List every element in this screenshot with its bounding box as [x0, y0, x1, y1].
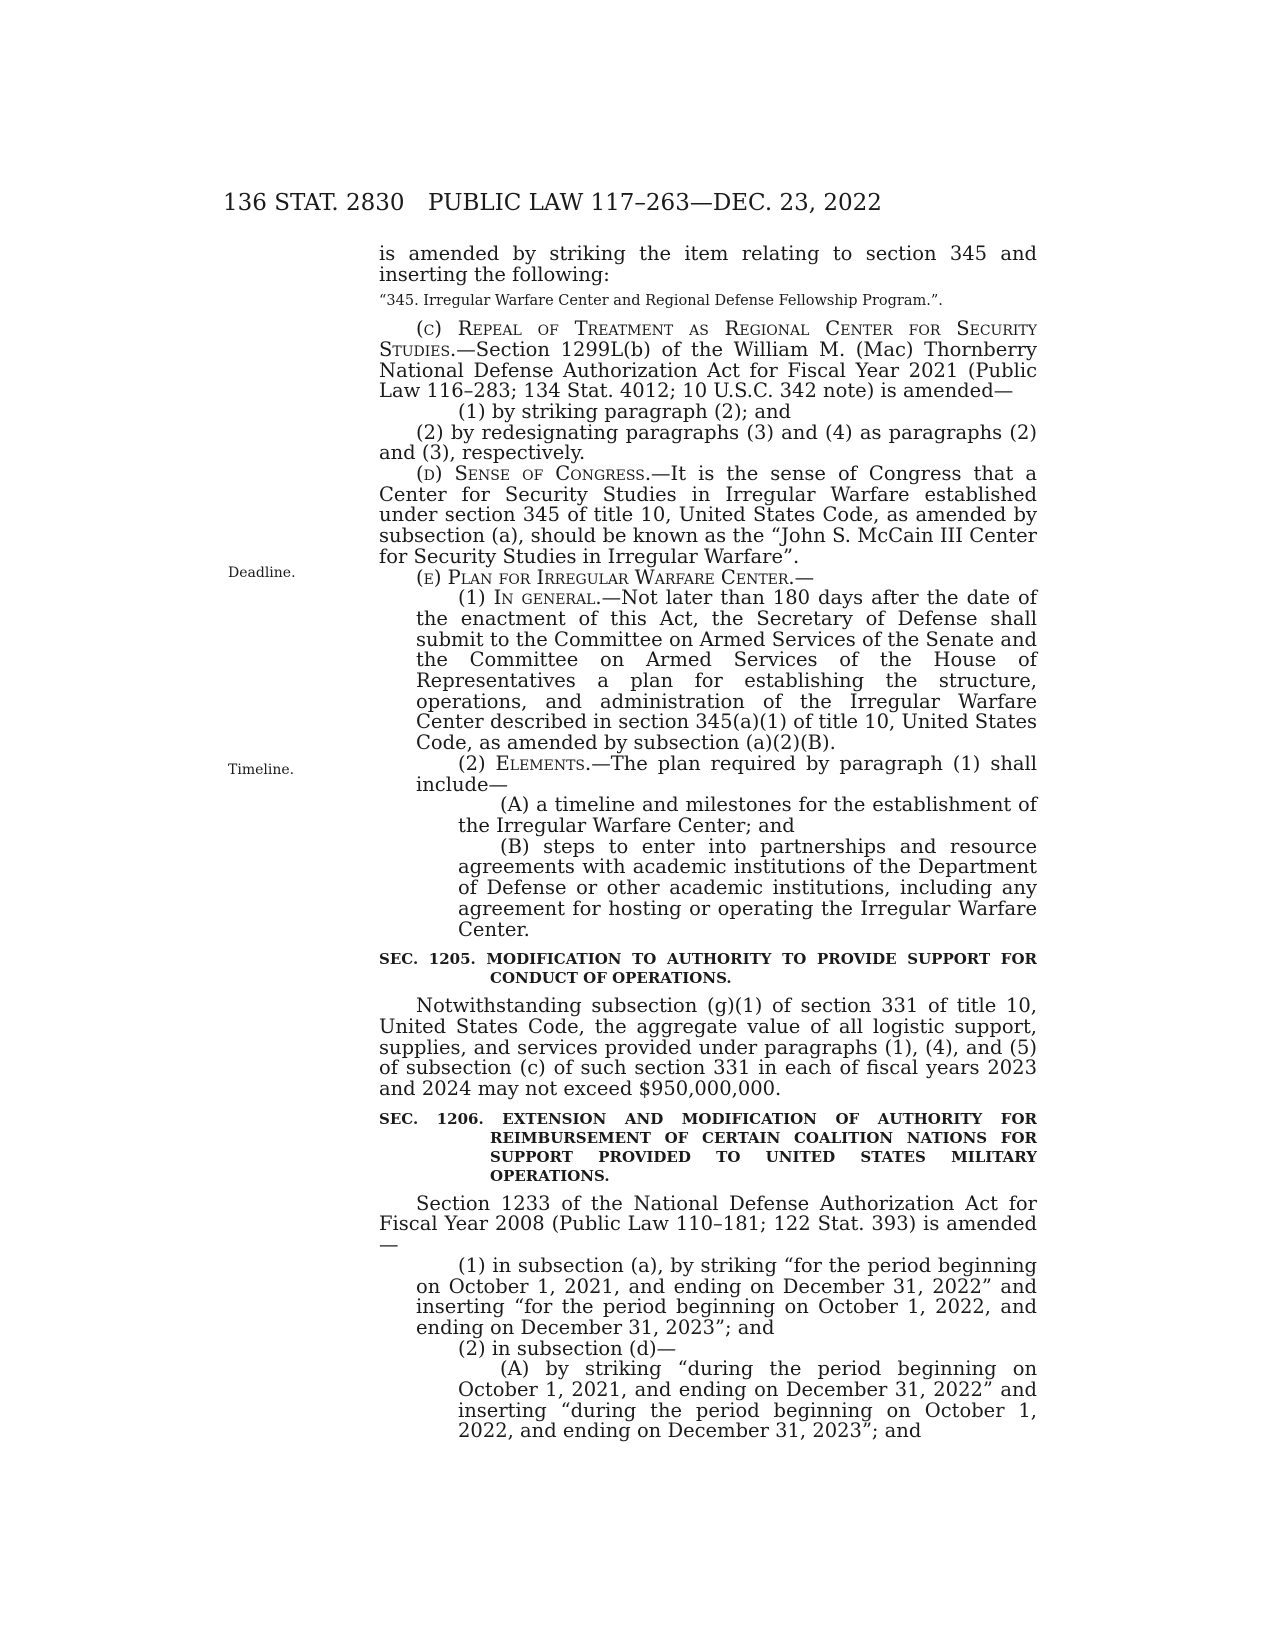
subsection-c	[379, 319, 1037, 402]
section-1206-subparagraph-A: (A) by striking “during the period beginning on October 1, 2021, and ending on December 31, 2022” and inserting “during the period beginning on October 1, 2022, and ending on December 31, 2023”; and	[458, 1357, 1037, 1443]
subsection-e-heading: (e) Plan for Irregular Warfare Center.—	[416, 565, 815, 589]
subsection-e-paragraph-2	[379, 751, 1037, 796]
stat-page-number: 136 STAT. 2830	[223, 190, 405, 216]
subsection-d	[379, 464, 1037, 568]
section-1206-text: Section 1233 of the National Defense Authorization Act for Fiscal Year 2008 (Public Law 110–181; 122 Stat. 393) is amended—	[379, 1191, 1037, 1257]
subsection-c-paragraph-1: (1) by striking paragraph (2); and	[458, 399, 791, 423]
section-1206-paragraph-2: (2) in subsection (d)—	[458, 1336, 677, 1360]
subsection-d-text: —It is the sense of Congress that a Center for Security Studies in Irregular Warfare established under section 345 of title 10, United States Code, as amended by subsection (a), should be known as the “John S. McCain III Center for Security Studies in Irregular Warfare”.	[379, 462, 1037, 568]
subsection-e-2-text: —The plan required by paragraph (1) shall include—	[416, 751, 1037, 796]
subsection-c-paragraph-2: (2) by redesignating paragraphs (3) and (4) as paragraphs (2) and (3), respectively.	[379, 420, 1037, 465]
subparagraph-B: (B) steps to enter into partnerships and resource agreements with academic institutions of the Department of Defense or other academic institutions, including any agreement for hosting or operating the Irregular Warfare Center.	[458, 834, 1037, 941]
section-1205-text: Notwithstanding subsection (g)(1) of section 331 of title 10, United States Code, the aggregate value of all logistic support, supplies, and services provided under paragraphs (1), (4), and (5) of subsection (c) of such section 331 in each of fiscal years 2023 and 2024 may not exceed $950,000,000.	[379, 994, 1037, 1101]
law-title: PUBLIC LAW 117–263—DEC. 23, 2022	[428, 190, 882, 216]
subsection-e-1-heading: (1) In general.	[458, 586, 602, 610]
margin-note-timeline: Timeline.	[228, 762, 295, 778]
intro-paragraph: is amended by striking the item relating to section 345 and inserting the following:	[379, 242, 1037, 286]
subsection-e-2-heading: (2) Elements.	[458, 751, 592, 775]
subsection-e-paragraph-1	[379, 588, 1037, 754]
subparagraph-A: (A) a timeline and milestones for the establishment of the Irregular Warfare Center; and	[458, 793, 1037, 837]
section-1206-heading: SEC. 1206. EXTENSION AND MODIFICATION OF AUTHORITY FOR REIMBURSEMENT OF CERTAIN COALITION NATIONS FOR SUPPORT PROVIDED TO UNITED STATES MILITARY OPERATIONS.	[379, 1109, 1037, 1185]
section-1206-paragraph-1: (1) in subsection (a), by striking “for the period beginning on October 1, 2021, and ending on December 31, 2022” and inserting “for the period beginning on October 1, 2022, and ending on December 31, 2023”; and	[416, 1253, 1037, 1339]
table-of-contents-item: “345. Irregular Warfare Center and Regional Defense Fellowship Program.”.	[379, 293, 943, 310]
body-text	[379, 244, 1037, 1442]
margin-note-deadline: Deadline.	[228, 565, 296, 581]
section-1205-heading: SEC. 1205. MODIFICATION TO AUTHORITY TO PROVIDE SUPPORT FOR CONDUCT OF OPERATIONS.	[379, 950, 1037, 988]
subsection-e-1-text: —Not later than 180 days after the date of the enactment of this Act, the Secretary of Defense shall submit to the Committee on Armed Services of the Senate and the Committee on Armed Services of the House of Representatives a plan for establishing the structure, operations, and administration of the Irregular Warfare Center described in section 345(a)(1) of title 10, United States Code, as amended by subsection (a)(2)(B).	[416, 586, 1038, 755]
subsection-d-heading: (d) Sense of Congress.	[416, 462, 652, 486]
subsection-c-heading: (c) Repeal of Treatment as Regional Center for Security Studies.	[379, 317, 1037, 361]
subsection-c-text: —Section 1299L(b) of the William M. (Mac) Thornberry National Defense Authorization Act for Fiscal Year 2021 (Public Law 116–283; 134 Stat. 4012; 10 U.S.C. 342 note) is amended—	[379, 337, 1037, 403]
